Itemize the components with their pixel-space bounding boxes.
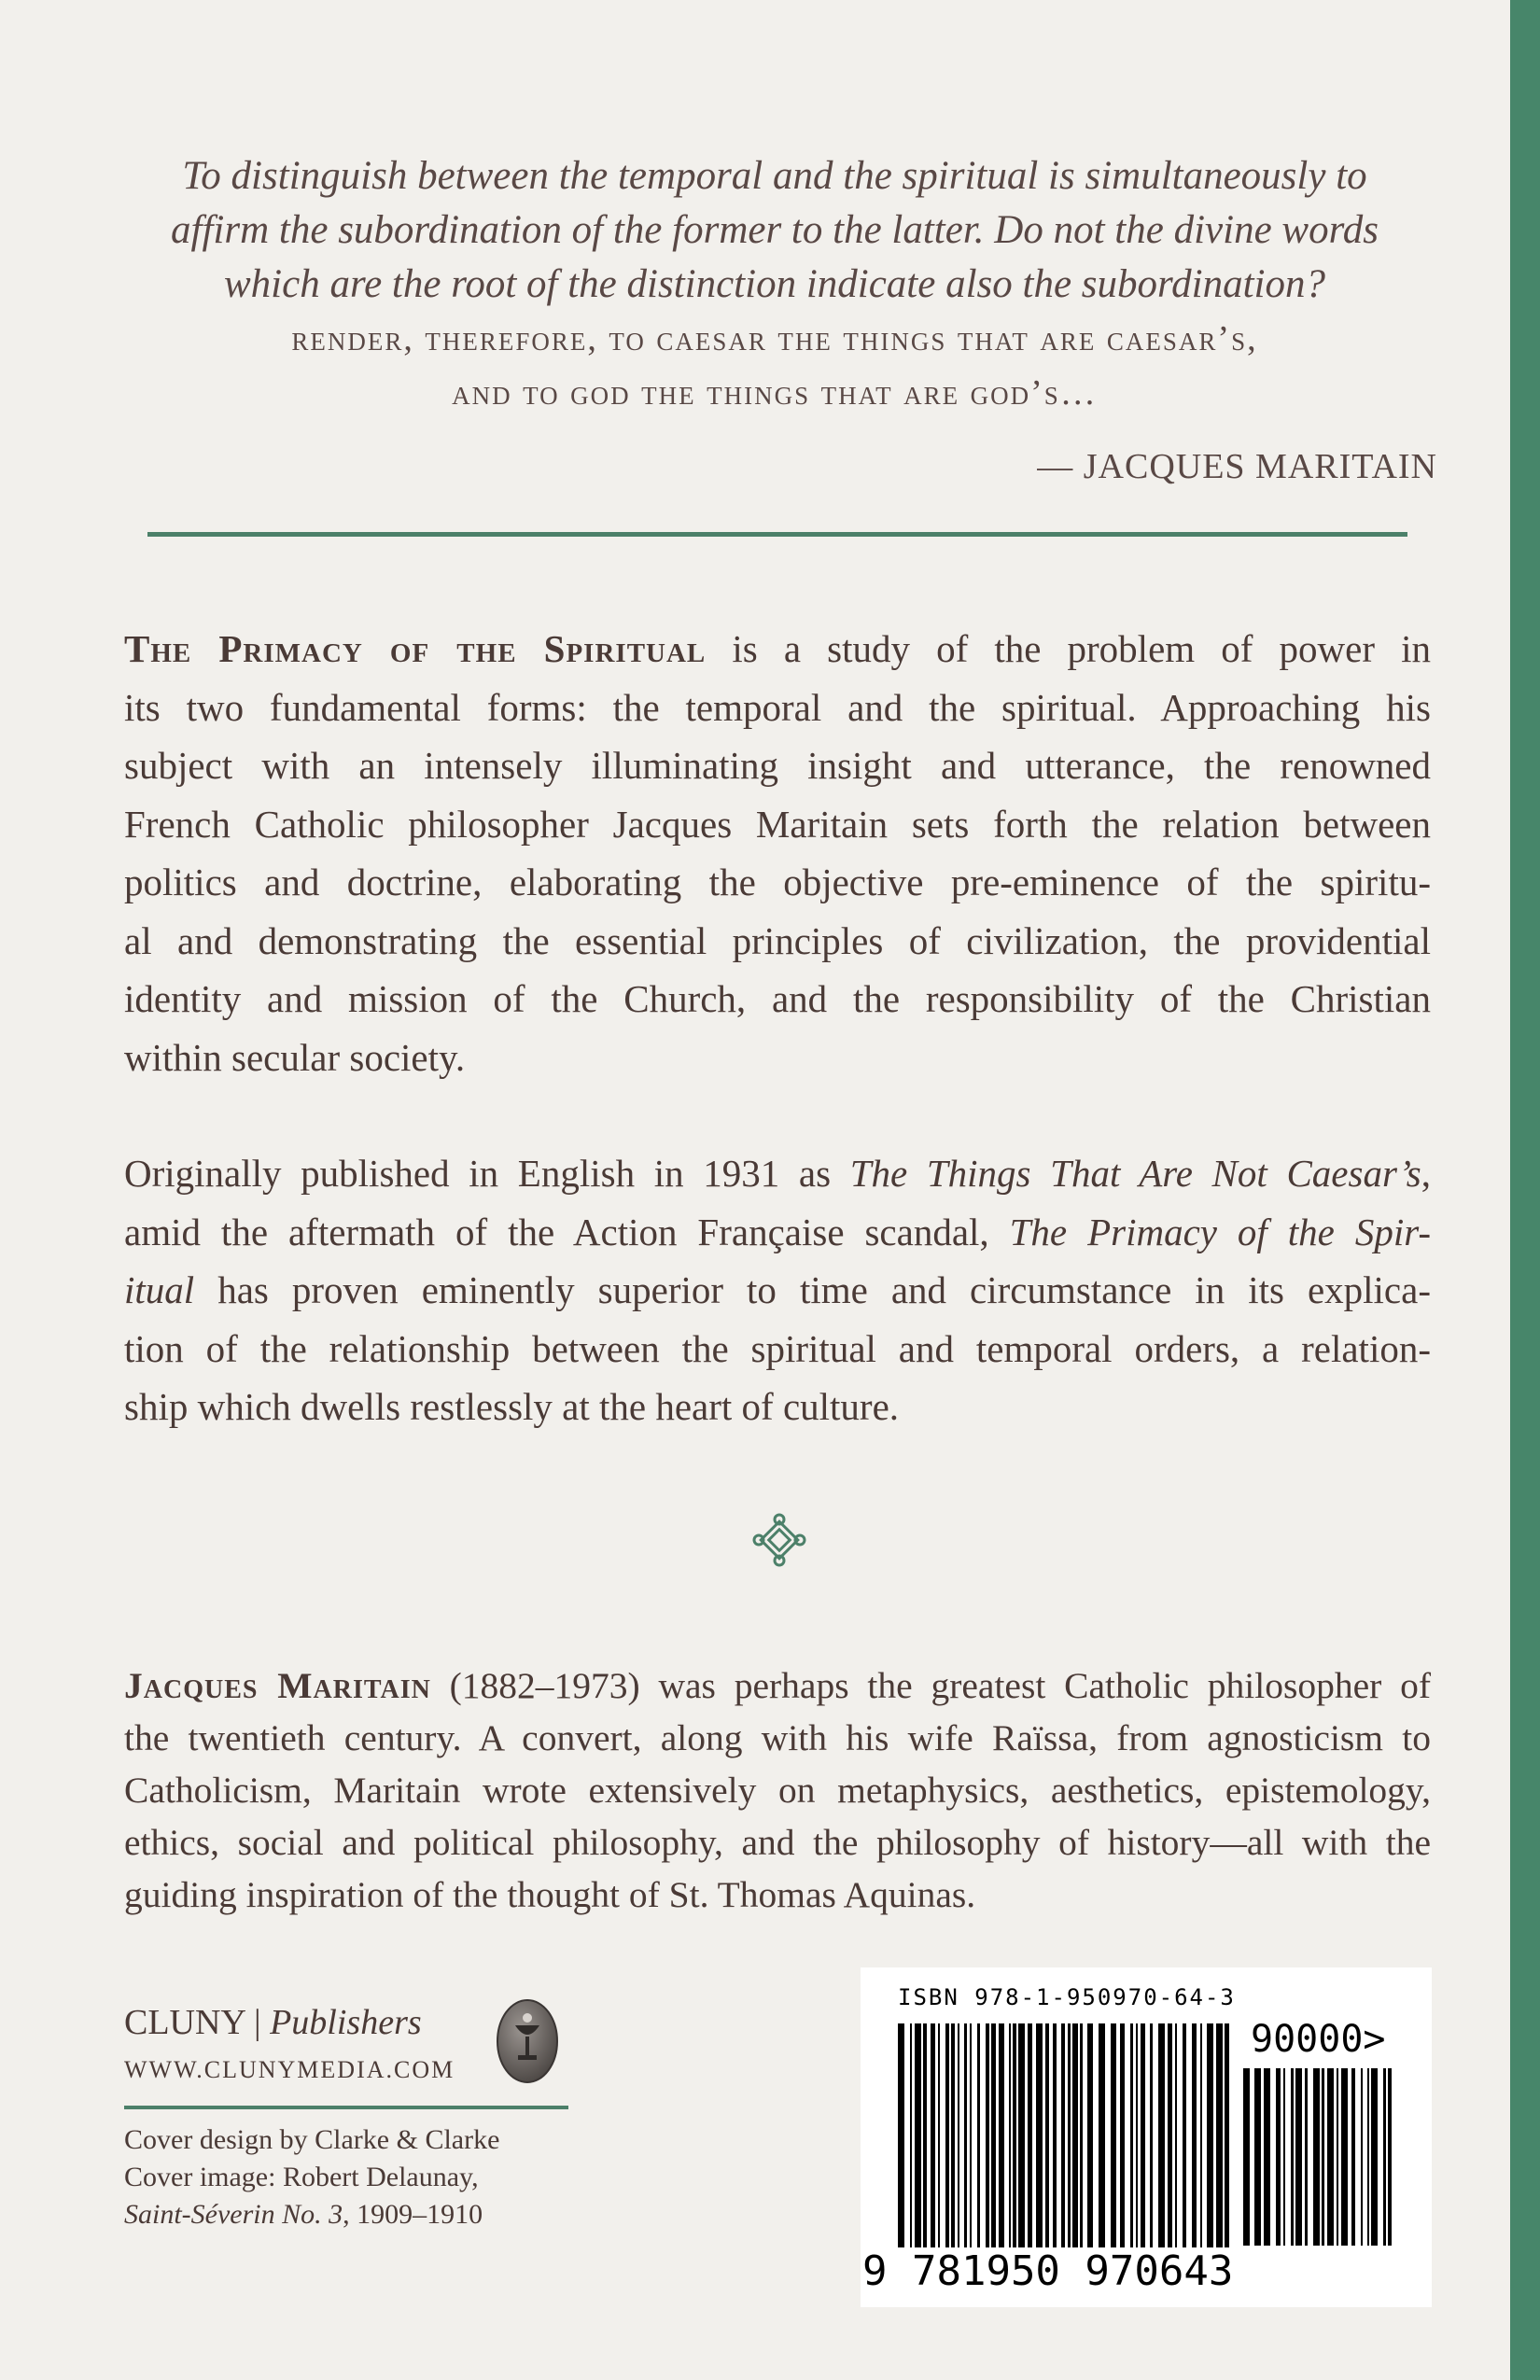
- isbn-barcode: [861, 1967, 1432, 2307]
- barcode-bar: [1243, 2068, 1250, 2246]
- divider-rule: [147, 532, 1407, 537]
- epigraph-small-caps-line: render, therefore, to caesar the things that are caesar’s,: [291, 319, 1258, 358]
- text-line: ethics, social and political philosophy, and the philosophy of history—all with the: [124, 1822, 1431, 1863]
- barcode-bar: [1361, 2068, 1363, 2246]
- original-title: The Things That Are Not Caesar’s: [849, 1152, 1421, 1195]
- price-code: 90000>: [1251, 2018, 1386, 2061]
- barcode-bar: [1036, 2023, 1043, 2247]
- barcode-bar: [1295, 2068, 1302, 2246]
- barcode-bar: [964, 2023, 967, 2247]
- barcode-bar: [1351, 2068, 1355, 2246]
- barcode-bar: [1061, 2023, 1065, 2247]
- barcode-bar: [1013, 2023, 1016, 2247]
- barcode-bar: [1120, 2023, 1125, 2247]
- barcode-bar: [1322, 2068, 1324, 2246]
- text-line: identity and mission of the Church, and the responsibility of the Christian: [124, 977, 1431, 1020]
- spine-edge: [1510, 0, 1540, 2380]
- barcode-bar: [970, 2023, 972, 2247]
- text-line: guiding inspiration of the thought of St. Thomas Aquinas.: [124, 1874, 976, 1915]
- barcode-bar: [1150, 2023, 1153, 2247]
- cover-credits: [124, 2121, 499, 2233]
- epigraph-attribution: — JACQUES MARITAIN: [1037, 447, 1437, 486]
- text-line: within secular society.: [124, 1035, 466, 1079]
- description-paragraph-2: Originally published in English in 1931 as The Things That Are Not Caesar’s, amid the aftermath of the Action Française scandal, The Primacy of the Spir- itual has proven eminently superior to time and circumstance in its explica- tion of the relationship between the spiritual and temporal orders, a relation- ship which dwells restlessly at the heart of culture.: [124, 1144, 1431, 1436]
- barcode-bar: [1216, 2023, 1223, 2247]
- addon-barcode-bars: [1243, 2068, 1393, 2246]
- ean-barcode-bars: [898, 2023, 1234, 2247]
- barcode-bar: [1080, 2023, 1083, 2247]
- barcode-bar: [1053, 2023, 1057, 2247]
- barcode-bar: [1158, 2023, 1165, 2247]
- design-credit: Cover design by Clarke & Clarke: [124, 2124, 500, 2155]
- barcode-bar: [1099, 2023, 1105, 2247]
- isbn-label: ISBN 978-1-950970-64-3: [898, 1984, 1236, 2010]
- barcode-bar: [1313, 2068, 1320, 2246]
- barcode-bar: [1264, 2068, 1270, 2246]
- barcode-bar: [986, 2023, 989, 2247]
- barcode-bar: [1168, 2023, 1172, 2247]
- barcode-bar: [898, 2023, 904, 2247]
- book-title: The Primacy of the Spiritual: [124, 627, 707, 670]
- barcode-bar: [1371, 2068, 1378, 2246]
- barcode-bar: [991, 2023, 996, 2247]
- barcode-bar: [1045, 2023, 1049, 2247]
- barcode-bar: [1291, 2068, 1294, 2246]
- barcode-bar: [1192, 2023, 1197, 2247]
- barcode-bar: [1018, 2023, 1025, 2247]
- text-line: ship which dwells restlessly at the heart of culture.: [124, 1385, 900, 1428]
- barcode-bar: [1130, 2023, 1133, 2247]
- description-paragraph-1: The Primacy of the Spiritual is a study of the problem of power in its two fundamental forms: the temporal and the spiritual. Approaching his subject with an intensely illuminating insight and utterance, the renowned French Catholic philosopher Jacques Maritain sets forth the relation between politics and doctrine, elaborating the objective pre-eminence of the spiritu- al and demonstrating the essential principles of civilization, the providential identity and mission of the Church, and the responsibility of the Christian within secular society.: [124, 620, 1431, 1086]
- barcode-bar: [999, 2023, 1004, 2247]
- barcode-bar: [923, 2023, 927, 2247]
- text-line: the twentieth century. A convert, along with his wife Raïssa, from agnosticism to: [124, 1717, 1431, 1758]
- barcode-bar: [1225, 2023, 1229, 2247]
- text-line: tion of the relationship between the spiritual and temporal orders, a relation-: [124, 1326, 1431, 1370]
- barcode-bar: [1111, 2023, 1116, 2247]
- barcode-bar: [1327, 2068, 1334, 2246]
- barcode-bar: [1283, 2068, 1285, 2246]
- epigraph-line: To distinguish between the temporal and the spiritual is simultaneously to: [182, 154, 1367, 198]
- author-name: Jacques Maritain: [124, 1665, 431, 1706]
- barcode-bar: [1141, 2023, 1145, 2247]
- text-line: its two fundamental forms: the temporal and the spiritual. Approaching his: [124, 685, 1431, 729]
- author-bio: Jacques Maritain (1882–1973) was perhaps the greatest Catholic philosopher of the twentieth century. A convert, along with his wife Raïssa, from agnosticism to Catholicism, Maritain wrote extensively on metaphysics, aesthetics, epistemology, ethics, social and political philosophy, and the philosophy of history—all with the guiding inspiration of the thought of St. Thomas Aquinas.: [124, 1659, 1431, 1921]
- barcode-bar: [1254, 2068, 1261, 2246]
- epigraph-small-caps-line: and to god the things that are god’s…: [452, 373, 1098, 413]
- barcode-bar: [1388, 2068, 1392, 2246]
- barcode-bar: [1276, 2068, 1281, 2246]
- text-line: subject with an intensely illuminating insight and utterance, the renowned: [124, 744, 1431, 787]
- epigraph-line: affirm the subordination of the former to the latter. Do not the divine words: [171, 208, 1379, 252]
- barcode-bar: [1183, 2023, 1186, 2247]
- epigraph-line: which are the root of the distinction indicate also the subordination?: [223, 262, 1326, 306]
- barcode-digits: 9 781950 970643: [862, 2247, 1234, 2295]
- barcode-bar: [977, 2023, 980, 2247]
- barcode-bar: [1383, 2068, 1386, 2246]
- barcode-bar: [945, 2023, 949, 2247]
- barcode-bar: [1337, 2068, 1338, 2246]
- barcode-bar: [951, 2023, 955, 2247]
- barcode-bar: [1009, 2023, 1011, 2247]
- barcode-bar: [1068, 2023, 1071, 2247]
- text-line: Catholicism, Maritain wrote extensively on metaphysics, aesthetics, epistemology,: [124, 1770, 1431, 1811]
- barcode-bar: [1028, 2023, 1032, 2247]
- divider-rule: [124, 2106, 568, 2109]
- barcode-bar: [1367, 2068, 1369, 2246]
- barcode-bar: [1207, 2023, 1213, 2247]
- barcode-bar: [1087, 2023, 1093, 2247]
- image-credit: Cover image: Robert Delaunay,: [124, 2162, 479, 2192]
- epigraph-quote: [131, 149, 1419, 420]
- publisher-block: [124, 2002, 455, 2084]
- text-line: politics and doctrine, elaborating the objective pre-eminence of the spiritu-: [124, 861, 1431, 903]
- image-work: Saint-Séverin No. 3, 1909–1910: [124, 2199, 483, 2230]
- barcode-bar: [1200, 2023, 1202, 2247]
- text-line: al and demonstrating the essential principles of civilization, the providential: [124, 918, 1431, 962]
- barcode-bar: [1072, 2023, 1078, 2247]
- barcode-bar: [910, 2023, 912, 2247]
- publisher-url: WWW.CLUNYMEDIA.COM: [124, 2056, 455, 2083]
- text-line: French Catholic philosopher Jacques Maritain sets forth the relation between: [124, 802, 1431, 846]
- chalice-seal-icon: [495, 1997, 560, 2085]
- barcode-bar: [1341, 2068, 1348, 2246]
- barcode-bar: [931, 2023, 935, 2247]
- barcode-bar: [915, 2023, 921, 2247]
- barcode-bar: [1175, 2023, 1177, 2247]
- barcode-bar: [1136, 2023, 1138, 2247]
- knot-ornament-icon: [749, 1510, 809, 1570]
- publisher-name: CLUNY | Publishers: [124, 2003, 422, 2042]
- barcode-bar: [1305, 2068, 1308, 2246]
- barcode-bar: [938, 2023, 940, 2247]
- barcode-bar: [958, 2023, 959, 2247]
